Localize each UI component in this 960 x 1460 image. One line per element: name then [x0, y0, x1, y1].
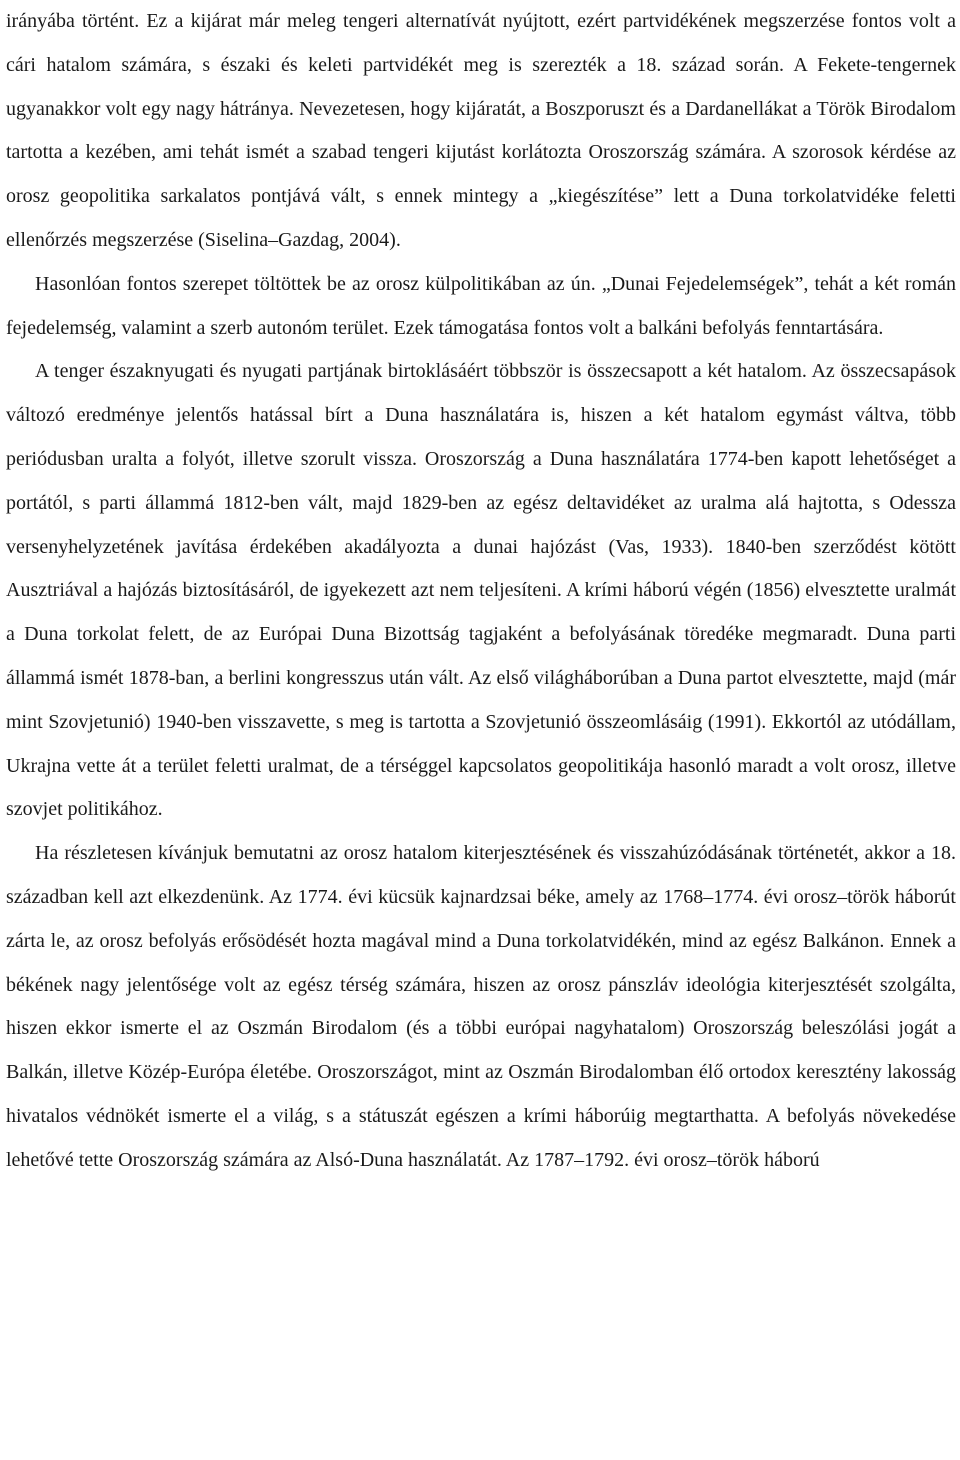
- paragraph-2: Hasonlóan fontos szerepet töltöttek be az orosz külpolitikában az ún. „Dunai Fejedelemségek”, tehát a két román fejedelemség, valamint a szerb autonóm terület. Ezek támogatása fontos volt a balkáni befolyás fenntartására.: [6, 272, 956, 339]
- paragraph-1: irányába történt. Ez a kijárat már meleg tengeri alternatívát nyújtott, ezért partvidékének megszerzése fontos volt a cári hatalom számára, s északi és keleti partvidékét meg is szerezték a 18. század során. A Fekete-tengernek ugyanakkor volt egy nagy hátránya. Nevezetesen, hogy kijáratát, a Boszporuszt és a Dardanellákat a Török Birodalom tartotta a kezében, ami tehát ismét a szabad tengeri kijutást korlátozta Oroszország számára. A szorosok kérdése az orosz geopolitika sarkalatos pontjává vált, s ennek mintegy a „kiegészítése” lett a Duna torkolatvidéke feletti ellenőrzés megszerzése (Siselina–Gazdag, 2004).: [6, 10, 956, 251]
- paragraph-4: Ha részletesen kívánjuk bemutatni az orosz hatalom kiterjesztésének és visszahúzódásának történetét, akkor a 18. században kell azt elkezdenünk. Az 1774. évi kücsük kajnardzsai béke, amely az 1768–1774. évi orosz–török háborút zárta le, az orosz befolyás erősödését hozta magával mind a Duna torkolatvidékén, mind az egész Balkánon. Ennek a békének nagy jelentősége volt az egész térség számára, hiszen az orosz pánszláv ideológia kiterjesztését szolgálta, hiszen ekkor ismerte el az Oszmán Birodalom (és a többi európai nagyhatalom) Oroszország beleszólási jogát a Balkán, illetve Közép-Európa életébe. Oroszországot, mint az Oszmán Birodalomban élő ortodox keresztény lakosság hivatalos védnökét ismerte el a világ, s a státuszát egészen a krími háborúig megtarthatta. A befolyás növekedése lehetővé tette Oroszország számára az Alsó-Duna használatát. Az 1787–1792. évi orosz–török háború: [6, 842, 956, 1171]
- paragraph-3: A tenger északnyugati és nyugati partjának birtoklásáért többször is összecsapott a két hatalom. Az összecsapások változó eredménye jelentős hatással bírt a Duna használatára is, hiszen a két hatalom egymást váltva, több periódusban uralta a folyót, illetve szorult vissza. Oroszország a Duna használatára 1774-ben kapott lehetőséget a portától, s parti állammá 1812-ben vált, majd 1829-ben az egész deltavidéket az uralma alá hajtotta, s Odessza versenyhelyzetének javítása érdekében akadályozta a dunai hajózást (Vas, 1933). 1840-ben szerződést kötött Ausztriával a hajózás biztosításáról, de igyekezett azt nem teljesíteni. A krími háború végén (1856) elvesztette uralmát a Duna torkolat felett, de az Európai Duna Bizottság tagjaként a befolyásának töredéke megmaradt. Duna parti állammá ismét 1878-ban, a berlini kongresszus után vált. Az első világháborúban a Duna partot elvesztette, majd (már mint Szovjetunió) 1940-ben visszavette, s meg is tartotta a Szovjetunió összeomlásáig (1991). Ekkortól az utódállam, Ukrajna vette át a terület feletti uralmat, de a térséggel kapcsolatos geopolitikája hasonló maradt a volt orosz, illetve szovjet politikához.: [6, 360, 956, 821]
- document-page: [6, 0, 956, 1183]
